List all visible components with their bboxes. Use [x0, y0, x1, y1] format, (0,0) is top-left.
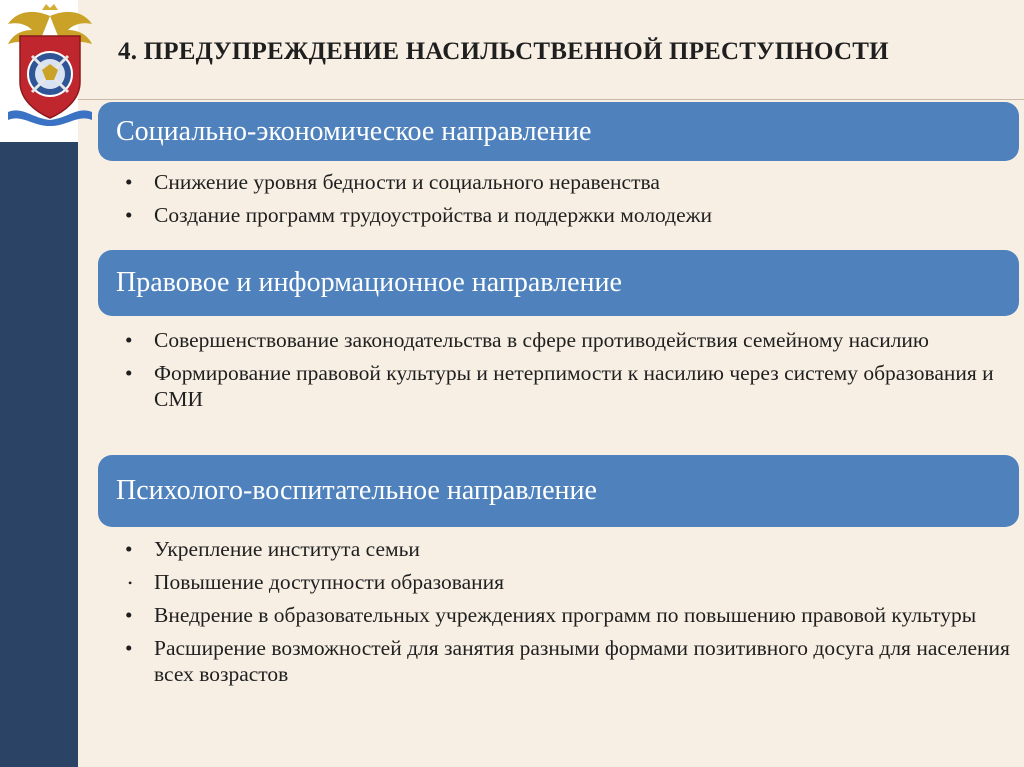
list-item-text: Снижение уровня бедности и социального неравенства	[154, 170, 660, 194]
list-item	[122, 569, 1012, 595]
list-item	[122, 360, 1012, 412]
list-item-text: Создание программ трудоустройства и поддержки молодежи	[154, 203, 713, 227]
bullet-list-socio-economic	[122, 169, 1012, 235]
bullet-icon: •	[128, 576, 133, 590]
list-item-text: Внедрение в образовательных учреждениях программ по повышению правовой культуры	[154, 603, 977, 627]
list-item-text: Совершенствование законодательства в сфере противодействия семейному насилию	[154, 328, 929, 352]
sidebar-bar	[0, 142, 78, 767]
list-item	[122, 327, 1012, 353]
bullet-icon: •	[125, 603, 133, 627]
list-item-text: Повышение доступности образования	[154, 570, 505, 594]
list-item-text: Расширение возможностей для занятия разными формами позитивного досуга для населения всех возрастов	[154, 636, 1010, 686]
list-item-text: Формирование правовой культуры и нетерпимости к насилию через систему образования и СМИ	[154, 361, 994, 411]
coat-of-arms-emblem-icon	[2, 2, 98, 128]
bullet-icon: •	[125, 328, 133, 352]
bullet-list-legal-information	[122, 327, 1012, 419]
list-item	[122, 202, 1012, 228]
list-item	[122, 635, 1012, 687]
title-divider	[78, 99, 1024, 100]
list-item-text: Укрепление института семьи	[154, 537, 420, 561]
bullet-icon: •	[125, 203, 133, 227]
section-header-psycho-educational: Психолого-воспитательное направление	[98, 455, 1019, 527]
bullet-list-psycho-educational	[122, 536, 1012, 694]
bullet-icon: •	[125, 636, 133, 660]
bullet-icon: •	[125, 537, 133, 561]
list-item	[122, 536, 1012, 562]
bullet-icon: •	[125, 170, 133, 194]
section-header-socio-economic: Социально-экономическое направление	[98, 102, 1019, 161]
section-header-legal-information: Правовое и информационное направление	[98, 250, 1019, 316]
bullet-icon: •	[125, 361, 133, 385]
list-item	[122, 602, 1012, 628]
list-item	[122, 169, 1012, 195]
slide-title: 4. ПРЕДУПРЕЖДЕНИЕ НАСИЛЬСТВЕННОЙ ПРЕСТУПНОСТИ	[118, 38, 889, 65]
